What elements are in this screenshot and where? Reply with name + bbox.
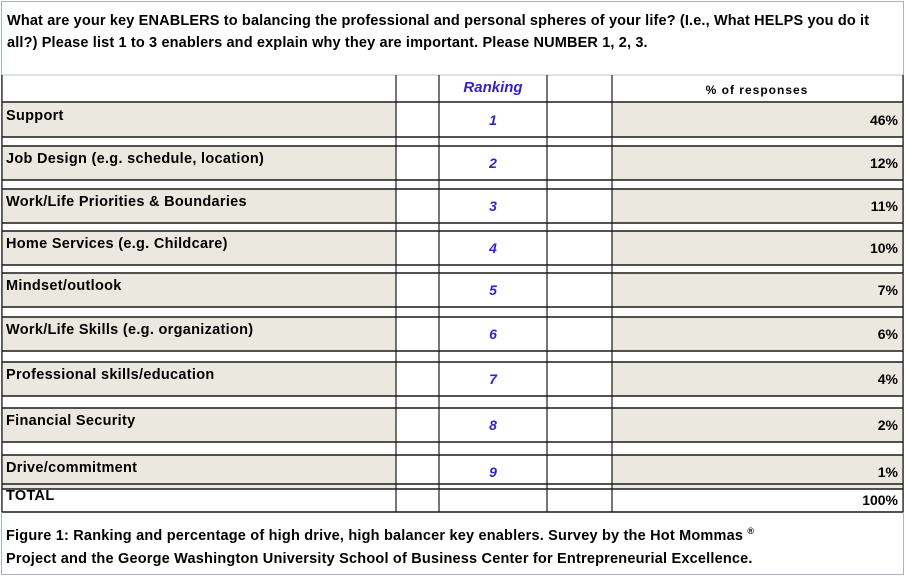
row-label: Financial Security	[6, 413, 136, 429]
row-rank: 9	[489, 464, 497, 480]
row-percent: 6%	[877, 326, 898, 342]
row-percent: 10%	[869, 240, 898, 256]
row-label: Support	[6, 108, 64, 124]
total-label: TOTAL	[6, 488, 55, 504]
row-percent: 12%	[869, 155, 898, 171]
row-label: Professional skills/education	[6, 367, 215, 383]
survey-question: What are your key ENABLERS to balancing the professional and personal spheres of your life? (I.e., What HELPS you do it all?) Please list 1 to 3 enablers and explain why they are important. Please NUMBER 1, 2, 3.	[7, 13, 870, 51]
figure-caption	[6, 520, 901, 571]
header-ranking: Ranking	[463, 79, 523, 96]
header-percent-of-responses: % of responses	[705, 83, 809, 97]
row-percent: 2%	[877, 417, 898, 433]
row-percent: 7%	[877, 282, 898, 298]
row-label: Job Design (e.g. schedule, location)	[6, 151, 265, 167]
row-percent: 46%	[869, 112, 898, 128]
row-rank: 4	[489, 240, 497, 256]
row-rank: 7	[489, 371, 497, 387]
caption-line-2: Project and the George Washington University School of Business Center for Entrepreneurial Excellence.	[6, 550, 753, 567]
row-percent: 4%	[877, 371, 898, 387]
total-percent: 100%	[862, 492, 898, 508]
row-label: Work/Life Skills (e.g. organization)	[6, 322, 254, 338]
row-rank: 5	[489, 282, 497, 298]
registered-mark: ®	[747, 526, 755, 536]
row-rank: 1	[489, 112, 497, 128]
row-label: Mindset/outlook	[6, 278, 122, 294]
row-percent: 1%	[877, 464, 898, 480]
row-rank: 6	[489, 326, 497, 342]
row-label: Drive/commitment	[6, 460, 138, 476]
row-rank: 3	[489, 198, 497, 214]
row-label: Work/Life Priorities & Boundaries	[6, 194, 247, 210]
row-rank: 8	[489, 417, 497, 433]
caption-line-1: Figure 1: Ranking and percentage of high drive, high balancer key enablers. Survey by the Hot Mommas	[6, 527, 744, 544]
row-label: Home Services (e.g. Childcare)	[6, 236, 228, 252]
row-percent: 11%	[870, 198, 898, 214]
row-rank: 2	[489, 155, 497, 171]
